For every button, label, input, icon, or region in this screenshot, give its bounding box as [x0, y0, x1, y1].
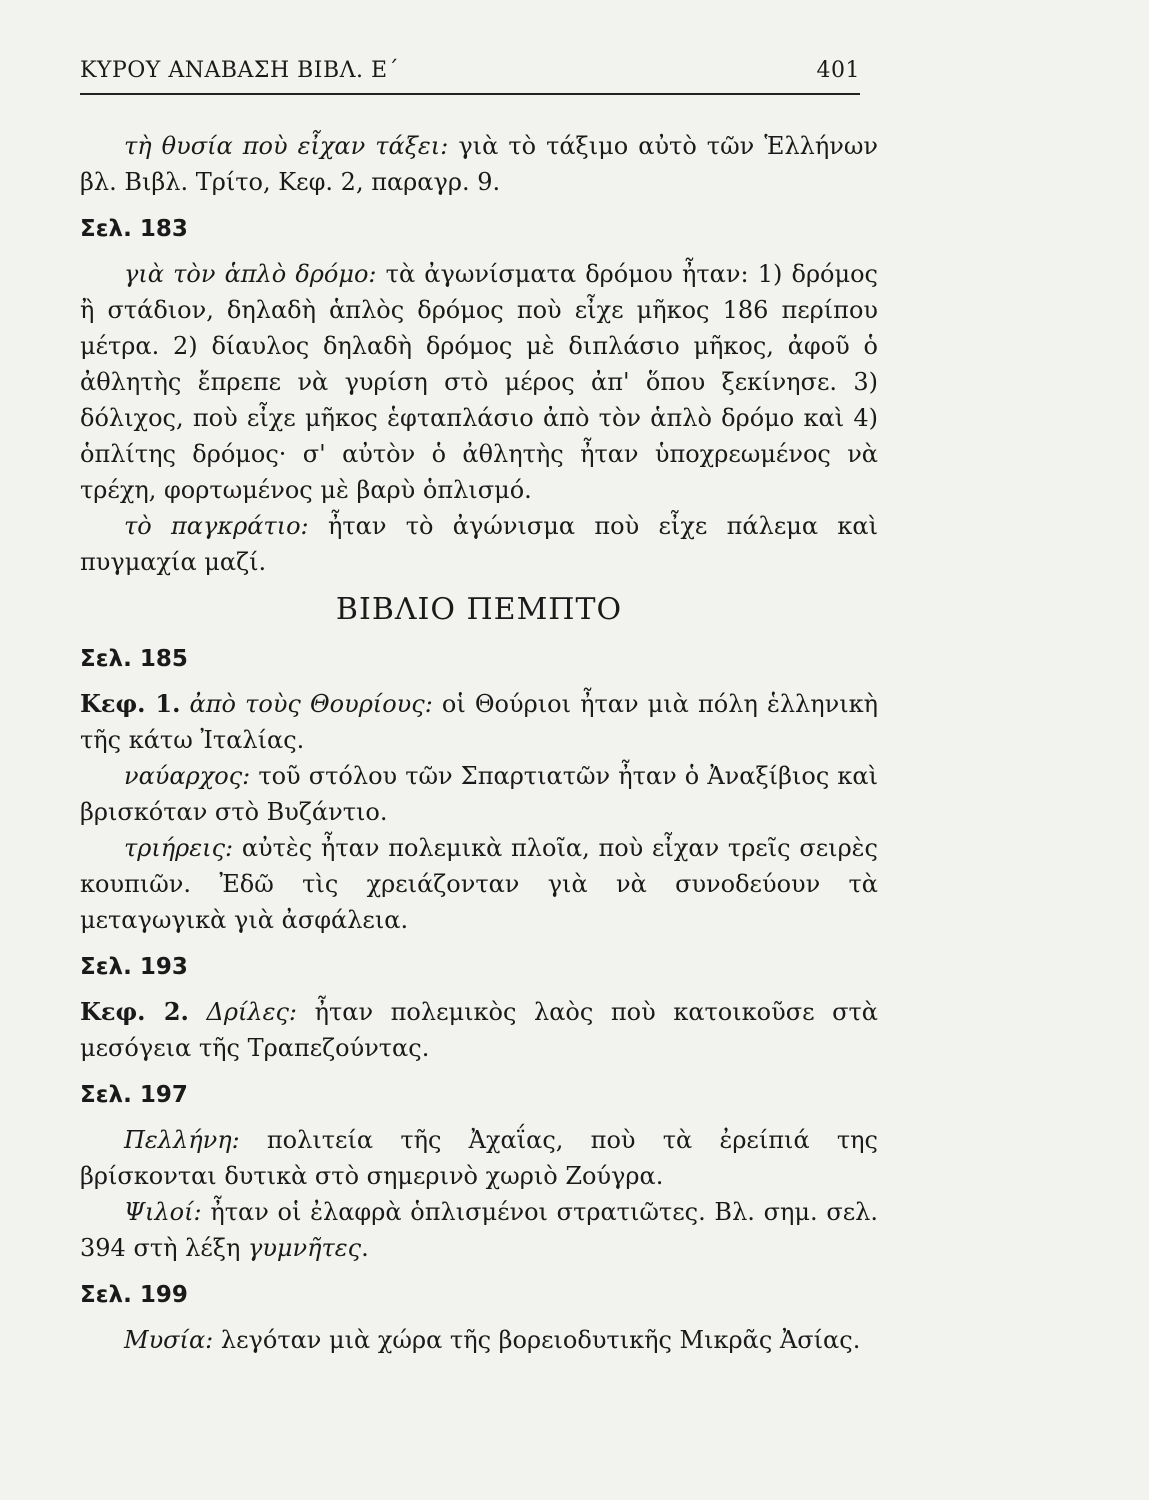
- note-term: γυμνῆτες: [247, 1234, 362, 1262]
- section-heading: Σελ. 197: [80, 1082, 188, 1108]
- note-text: ἦταν οἱ ἐλαφρὰ ὁπλισμένοι στρατιῶτες. Βλ. σημ. σελ. 394 στὴ λέξη: [80, 1198, 878, 1262]
- note-text: ἦταν πολεμικὸς λαὸς ποὺ κατοικοῦσε στὰ μεσόγεια τῆς Τραπεζούντας.: [80, 998, 878, 1062]
- note-term: τὸ παγκράτιο:: [124, 512, 309, 540]
- note-text: .: [361, 1234, 369, 1262]
- note-paragraph: [80, 508, 878, 580]
- section-heading: Σελ. 183: [80, 216, 188, 242]
- note-term: ναύαρχος:: [124, 762, 251, 790]
- note-paragraph: [80, 1322, 878, 1358]
- note-paragraph: [80, 1194, 878, 1266]
- note-term: Μυσία:: [124, 1326, 214, 1354]
- chapter-label: Κεφ. 1.: [80, 689, 181, 718]
- section-heading: Σελ. 199: [80, 1282, 188, 1308]
- header-title: ΚΥΡΟΥ ΑΝΑΒΑΣΗ ΒΙΒΛ. Ε΄: [80, 58, 400, 83]
- section-heading: Σελ. 185: [80, 646, 188, 672]
- book-title: ΒΙΒΛΙΟ ΠΕΜΠΤΟ: [335, 592, 623, 627]
- note-paragraph: [80, 686, 878, 758]
- note-term: Δρίλες:: [188, 998, 297, 1026]
- note-paragraph: [80, 830, 878, 938]
- note-paragraph: [80, 128, 878, 200]
- note-text: ἦταν τὸ ἀγώνισμα ποὺ εἶχε πάλεμα καὶ πυγμαχία μαζί.: [80, 512, 878, 576]
- note-text: οἱ Θούριοι ἦταν μιὰ πόλη ἑλληνικὴ τῆς κάτω Ἰταλίας.: [80, 690, 878, 754]
- note-text: πολιτεία τῆς Ἀχαΐας, ποὺ τὰ ἐρείπιά της βρίσκονται δυτικὰ στὸ σημερινὸ χωριὸ Ζούγρα.: [80, 1126, 878, 1190]
- note-text: τὰ ἀγωνίσματα δρόμου ἦταν: 1) δρόμος ἢ στάδιον, δηλαδὴ ἁπλὸς δρόμος ποὺ εἶχε μῆκος 186 περίπου μέτρα. 2) δίαυλος δηλαδὴ δρόμος μὲ διπλάσιο μῆκος, ἀφοῦ ὁ ἀθλητὴς ἔπρεπε νὰ γυρίση στὸ μέρος ἀπ' ὅπου ξεκίνησε. 3) δόλιχος, ποὺ εἶχε μῆκος ἑφταπλάσιο ἀπὸ τὸν ἁπλὸ δρόμο καὶ 4) ὁπλίτης δρόμος· σ' αὐτὸν ὁ ἀθλητὴς ἦταν ὑποχρεωμένος νὰ τρέχη, φορτωμένος μὲ βαρὺ ὁπλισμό.: [80, 260, 878, 504]
- note-paragraph: [80, 1122, 878, 1194]
- note-term: τριήρεις:: [124, 834, 234, 862]
- note-text: αὐτὲς ἦταν πολεμικὰ πλοῖα, ποὺ εἶχαν τρεῖς σειρὲς κουπιῶν. Ἐδῶ τὶς χρειάζονταν γιὰ νὰ συνοδεύουν τὰ μεταγωγικὰ γιὰ ἀσφάλεια.: [80, 834, 878, 934]
- note-term: Ψιλοί:: [124, 1198, 202, 1226]
- page-number: 401: [816, 58, 860, 83]
- page-body: [80, 128, 878, 1358]
- note-paragraph: [80, 256, 878, 508]
- note-term: ἀπὸ τοὺς Θουρίους:: [180, 690, 433, 718]
- section-heading: Σελ. 193: [80, 954, 188, 980]
- note-paragraph: [80, 994, 878, 1066]
- note-term: τὴ θυσία ποὺ εἶχαν τάξει:: [124, 132, 449, 160]
- header-rule: [80, 93, 860, 95]
- note-term: γιὰ τὸν ἁπλὸ δρόμο:: [124, 260, 377, 288]
- note-paragraph: [80, 758, 878, 830]
- running-header: [80, 58, 860, 83]
- note-term: Πελλήνη:: [124, 1126, 240, 1154]
- note-text: γιὰ τὸ τάξιμο αὐτὸ τῶν Ἑλλήνων βλ. Βιβλ. Τρίτο, Κεφ. 2, παραγρ. 9.: [80, 132, 878, 196]
- note-text: τοῦ στόλου τῶν Σπαρτιατῶν ἦταν ὁ Ἀναξίβιος καὶ βρισκόταν στὸ Βυζάντιο.: [80, 762, 878, 826]
- note-text: λεγόταν μιὰ χώρα τῆς βορειοδυτικῆς Μικρᾶς Ἀσίας.: [213, 1326, 861, 1354]
- chapter-label: Κεφ. 2.: [80, 997, 189, 1026]
